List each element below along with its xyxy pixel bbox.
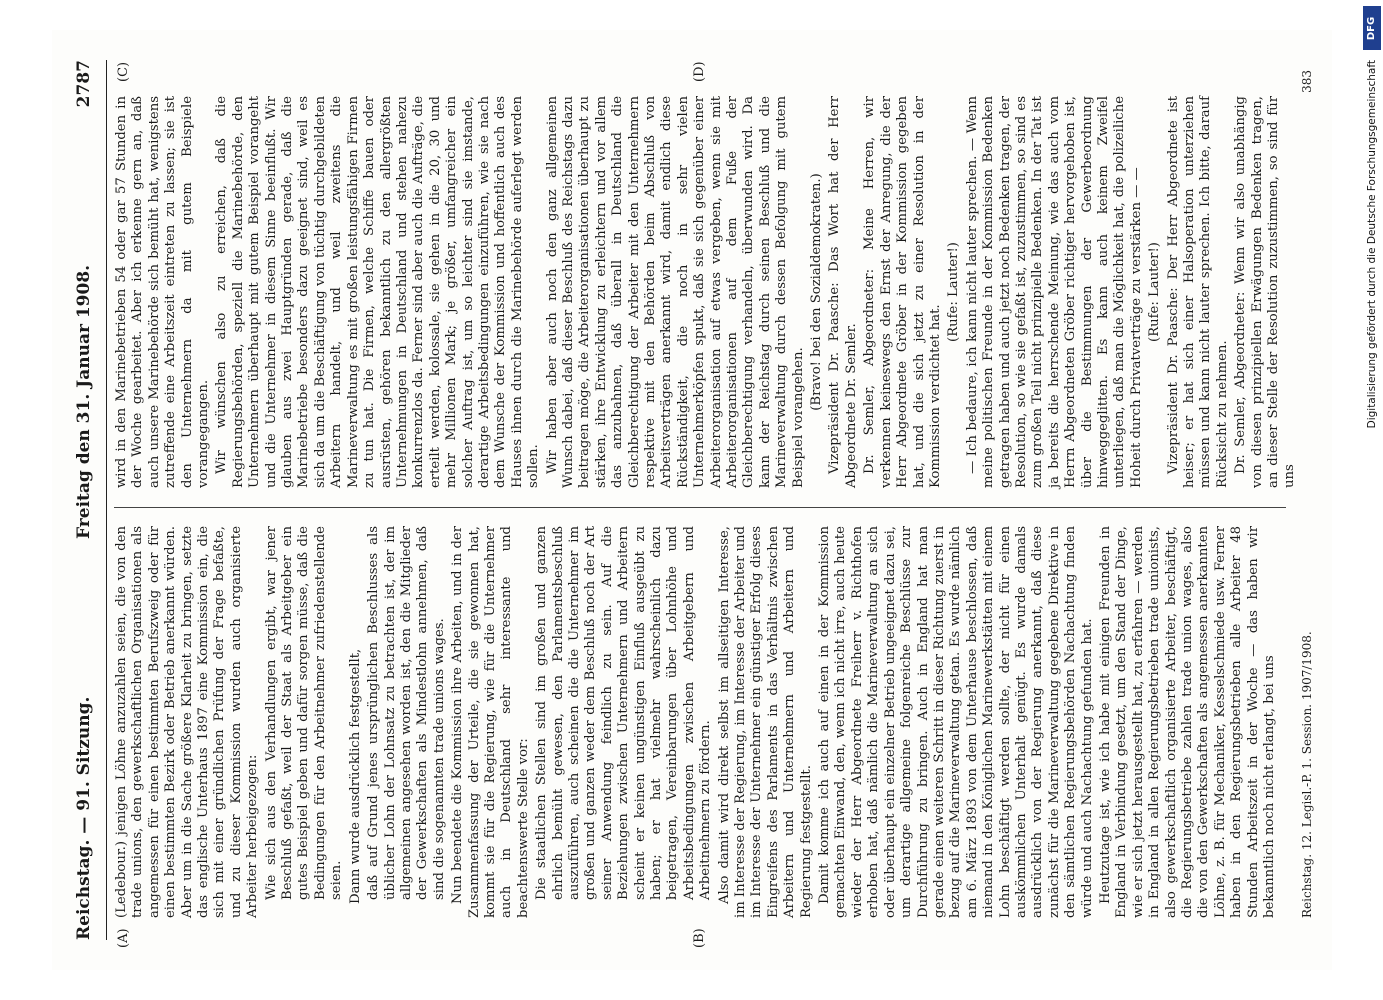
paragraph: Heutzutage ist, wie ich habe mit einigen Freunden in England in Verbindung gesetzt, um den Stand der Dinge, wie er sich jetzt herausgestellt hat, zu erfahren — werden in England in allen Regierungsbetrieben trade unionists, also gewerkschaftlich organisierte Arbeiter, beschäftigt, die Regierungsbetriebe zahlen trade union wages, also die von den Gewerkschaften als angemessen anerkannten Löhne, z. B. für Mechaniker, Kesselschmiede usw. Ferner haben in den Regierungsbetrieben alle Arbeiter 48 Stunden Arbeitszeit in der Woche — das haben wir bekanntlich noch nicht erlangt, bei uns — [1097, 526, 1277, 918]
paragraph: — Ich bedaure, ich kann nicht lauter sprechen. — Wenn meine politischen Freunde in der Kommission Bedenken getragen haben und auch jetzt noch Bedenken tragen, der Resolution, so wie sie gefaßt ist, zuzustimmen, so sind es zum großen Teil nicht prinzipielle Bedenken. In der Tat ist ja bereits die herrschende Meinung, wie das auch vom Herrn Abgeordneten Gröber richtiger hervorgehoben ist, über die Bestimmungen der Gewerbeordnung hinweggeglitten. Es kann auch keinem Zweifel unterliegen, daß man die Möglichkeit hat, die polizeiliche Hoheit durch Privatverträge zu verstärken — — — [964, 96, 1144, 488]
paragraph: (Ledebour.) jenigen Löhne anzuzahlen seien, die von den trade unions, den gewerkschaftlichen Organisationen als angemessen für einen bestimmten Berufszweig oder für einen bestimmten Bezirk oder Betrieb anerkannt würden. Aber um in die Sache größere Klarheit zu bringen, setzte das englische Unterhaus 1897 eine Kommission ein, die sich mit einer gründlichen Prüfung der Frage befaßte, und zu dieser Kommission wurden auch organisierte Arbeiter herbeigezogen: — [113, 526, 260, 918]
margin-letter-c: (C) — [115, 61, 131, 82]
page-header — [64, 60, 104, 940]
paragraph: Also damit wird direkt selbst im allseitigen Interesse, im Interesse der Regierung, im Interesse der Arbeiter und im Interesse der Unternehmer ein günstiger Erfolg dieses Eingreifens des Parlaments in das Verhältnis zwischen Arbeitern und Unternehmern und Arbeitern und Regierung festgestellt. — [716, 526, 814, 918]
paragraph: Dann wurde ausdrücklich festgestellt, — [347, 648, 363, 904]
interjection: (Bravo! bei den Sozialdemokraten.) — [808, 173, 824, 411]
header-rule — [106, 60, 107, 940]
header-left: Reichstag. — 91. Sitzung. — [73, 696, 94, 940]
margin-letter-d: (D) — [691, 61, 707, 82]
quote-paragraph: daß auf Grund jenes ursprünglichen Beschlusses als üblicher Lohn der Lohnsatz zu betrachten ist, der im allgemeinen angesehen worden ist, den die Mitglieder der Gewerkschaften als Mindestlohn annehmen, daß sind die sogenannten trade unions wages. — [365, 526, 447, 900]
right-text-column — [113, 96, 1297, 488]
speaker-paragraph: Dr. Semler, Abgeordneter: Wenn wir also unabhängig von diesen prinzipiellen Erwägungen Bedenken tragen, an dieser Stelle der Resolution zuzustimmen, so sind für uns — [1232, 96, 1297, 488]
dfg-logo: DFG — [1363, 6, 1381, 50]
margin-letter-b: (B) — [691, 928, 707, 948]
sheet-number: 383 — [1299, 70, 1314, 93]
margin-letter-a: (A) — [115, 928, 131, 948]
header-date: Freitag den 31. Januar 1908. — [73, 264, 94, 539]
digitization-side-note — [1361, 0, 1383, 1000]
quote-paragraph: Die staatlichen Stellen sind im großen und ganzen ehrlich bemüht gewesen, den Parlamentsbeschluß auszuführen, auch scheinen die die Unternehmer im großen und ganzen weder dem Beschluß noch der Art seiner Anwendung feindlich zu sein. Auf die Beziehungen zwischen Unternehmern und Arbeitern scheint er keinen ungünstigen Einfluß ausgeübt zu haben; er hat vielmehr wahrscheinlich dazu beigetragen, Vereinbarungen über Lohnhöhe und Arbeitsbedingungen zwischen Arbeitgebern und Arbeitnehmern zu fördern. — [533, 526, 713, 900]
paragraph: Wir haben aber auch noch den ganz allgemeinen Wunsch dabei, daß dieser Beschluß des Reichstags dazu beitragen möge, die Arbeiterorganisationen überhaupt zu stärken, ihre Entwicklung zu erleichtern und vor allem das anzubahnen, daß überall in Deutschland die Gleichberechtigung der Arbeiter mit den Unternehmern respektive mit den Behörden beim Abschluß von Arbeitsverträgen anerkannt wird, damit endlich diese Rückständigkeit, die noch in sehr vielen Unternehmerköpfen spukt, daß sie sich gegenüber einer Arbeiterorganisation auf etwas vergeben, wenn sie mit Arbeiterorganisationen auf dem Fuße der Gleichberechtigung verhandeln, überwunden wird. Da kann der Reichstag durch seinen Beschluß und die Marineverwaltung durch dessen Befolgung mit gutem Beispiel vorangehen. — [544, 96, 806, 488]
speaker-paragraph: Vizepräsident Dr. Paasche: Das Wort hat der Herr Abgeordnete Dr. Semler. — [826, 96, 859, 488]
rotated-document-page — [52, 30, 1332, 970]
paragraph: Wir wünschen also zu erreichen, daß die Regierungsbehörden, speziell die Marinebehörde, den Unternehmern überhaupt mit gutem Beispiel vorangeht und die Unternehmer in diesem Sinne beeinflußt. Wir glauben aus zwei Hauptgründen gerade, daß die Marinebetriebe besonders dazu geeignet sind, weil es sich da um die Beschäftigung von tüchtig durchgebildeten Arbeitern handelt, und weil zweitens die Marineverwaltung es mit großen leistungsfähigen Firmen zu tun hat. Die Firmen, welche Schiffe bauen oder ausrüsten, gehören bekanntlich zu den allergrößten Unternehmungen in Deutschland und stehen nahezu konkurrenzlos da. Ferner sind aber auch die Aufträge, die erteilt werden, kolossale, sie gehen in die 20, 30 und mehr Millionen Mark; je größer, umfangreicher ein solcher Auftrag ist, um so leichter sind sie imstande, derartige Arbeitsbedingungen einzuführen, wie sie nach dem Wunsche der Kommission und hoffentlich auch des Hauses ihnen durch die Marinebehörde auferlegt werden sollen. — [213, 96, 541, 488]
quote-paragraph: Wie sich aus den Verhandlungen ergibt, war jener Beschluß gefaßt, weil der Staat als Arbeitgeber ein gutes Beispiel geben und dafür sorgen müsse, daß die Bedingungen für den Arbeitnehmer zufriedenstellende seien. — [263, 526, 344, 900]
paragraph: Damit komme ich auch auf einen in der Kommission gemachten Einwand, den, wenn ich nicht irre, auch heute wieder der Herr Abgeordnete Freiherr v. Richthofen erhoben hat, daß nämlich die Marineverwaltung an sich oder überhaupt ein einzelner Betrieb ungeeignet dazu sei, um derartige allgemeine folgenreiche Beschlüsse zur Durchführung zu bringen. Auch in England hat man gerade einen weiteren Schritt in dieser Richtung zuerst in bezug auf die Marineverwaltung getan. Es wurde nämlich am 6. März 1893 von dem Unterhause beschlossen, daß niemand in den Königlichen Marinewerkstätten mit einem Lohn beschäftigt werden sollte, der nicht für einen auskömmlichen Unterhalt genügt. Es wurde damals ausdrücklich von der Regierung anerkannt, daß diese zunächst für die Marineverwaltung gegebene Direktive in den sämtlichen Regierungsbehörden Nachachtung finden würde und auch Nachachtung gefunden hat. — [816, 526, 1095, 918]
header-page-number: 2787 — [73, 60, 94, 108]
speaker-paragraph: Dr. Semler, Abgeordneter: Meine Herren, wir verkennen keineswegs den Ernst der Anregung, die der Herr Abgeordnete Gröber in der Kommission gegeben hat, und die sich jetzt zu einer Resolution in der Kommission verdichtet hat. — [861, 96, 943, 488]
interjection: (Rufe: Lauter!) — [1146, 242, 1162, 342]
speaker-paragraph: Vizepräsident Dr. Paasche: Der Herr Abgeordnete ist heiser; er hat sich einer Halsoperation unterziehen müssen und kann nicht lauter sprechen. Ich bitte, darauf Rücksicht zu nehmen. — [1165, 96, 1230, 488]
digitization-credit-text: Digitalisierung gefördert durch die Deutsche Forschungsgemeinschaft — [1366, 60, 1378, 429]
interjection: (Rufe: Lauter!) — [945, 242, 961, 342]
paragraph: wird in den Marinebetrieben 54 oder gar 57 Stunden in der Woche gearbeitet. Aber ich erkenne gern an, daß auch unsere Marinebehörde sich bemüht hat, wenigstens zutreffende eine Arbeitszeit eintreten zu lassen; sie ist den Unternehmern da mit gutem Beispiele vorangegangen. — [113, 96, 211, 488]
left-text-column — [114, 526, 1286, 918]
column-divider — [114, 507, 1286, 508]
page-footer: Reichstag. 12. Legisl.-P. 1. Session. 1907/1908. — [1299, 631, 1314, 918]
paragraph: Nun beendete die Kommission ihre Arbeiten, und in der Zusammenfassung der Urteile, die sie gewonnen hat, kommt sie für die Regierung, wie für die Unternehmer auch in Deutschland sehr interessante und beachtenswerte Stelle vor: — [449, 526, 531, 918]
